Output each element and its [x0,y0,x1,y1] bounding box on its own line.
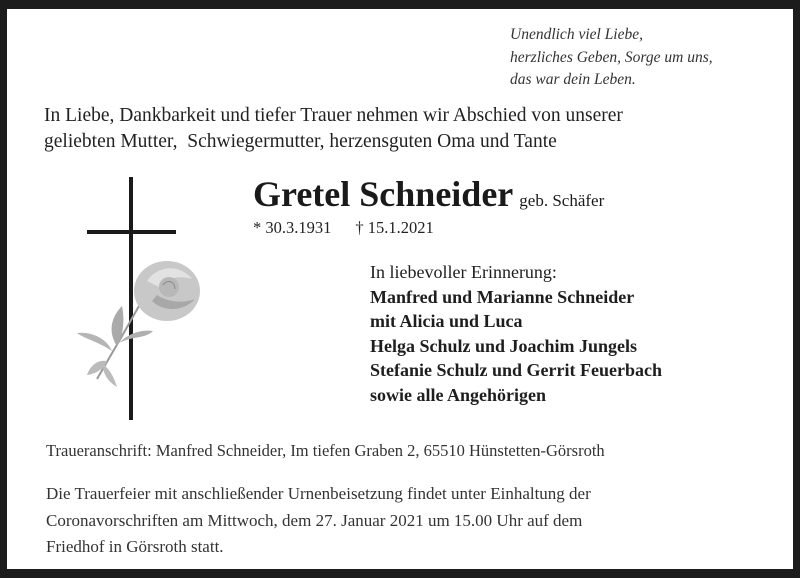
mourning-address: Traueranschrift: Manfred Schneider, Im tiefen Graben 2, 65510 Hünstetten-Görsroth [46,441,605,460]
intro-line: In Liebe, Dankbarkeit und tiefer Trauer nehmen wir Abschied von unserer [44,105,623,126]
family-line: Manfred und Marianne Schneider [370,286,635,307]
quote-line: herzliches Geben, Sorge um uns, [510,48,713,66]
obituary-notice [7,9,793,569]
birth-date: * 30.3.1931 [253,218,332,237]
intro-line: geliebten Mutter, Schwiegermutter, herzensguten Oma und Tante [44,131,557,152]
ceremony-line: Die Trauerfeier mit anschließender Urnenbeisetzung findet unter Einhaltung der [46,484,591,503]
deceased-name [253,173,604,215]
maiden-name: geb. Schäfer [519,191,605,210]
death-date: † 15.1.2021 [355,218,434,237]
life-dates [253,218,434,238]
quote [510,24,713,92]
family-line: Helga Schulz und Joachim Jungels [370,335,638,356]
ceremony-line: Friedhof in Görsroth statt. [46,537,224,556]
name-text: Gretel Schneider [253,174,514,214]
family-heading: In liebevoller Erinnerung: [370,262,557,282]
family-line: Stefanie Schulz und Gerrit Feuerbach [370,360,662,381]
intro-text [44,103,623,155]
family-line: sowie alle Angehörigen [370,384,546,405]
ceremony-info [46,481,591,561]
family-line: mit Alicia und Luca [370,311,523,332]
quote-line: Unendlich viel Liebe, [510,26,643,43]
family-list [370,260,662,408]
rose-icon [67,251,207,391]
quote-line: das war dein Leben. [510,71,636,88]
ceremony-line: Coronavorschriften am Mittwoch, dem 27. Januar 2021 um 15.00 Uhr auf dem [46,510,583,530]
